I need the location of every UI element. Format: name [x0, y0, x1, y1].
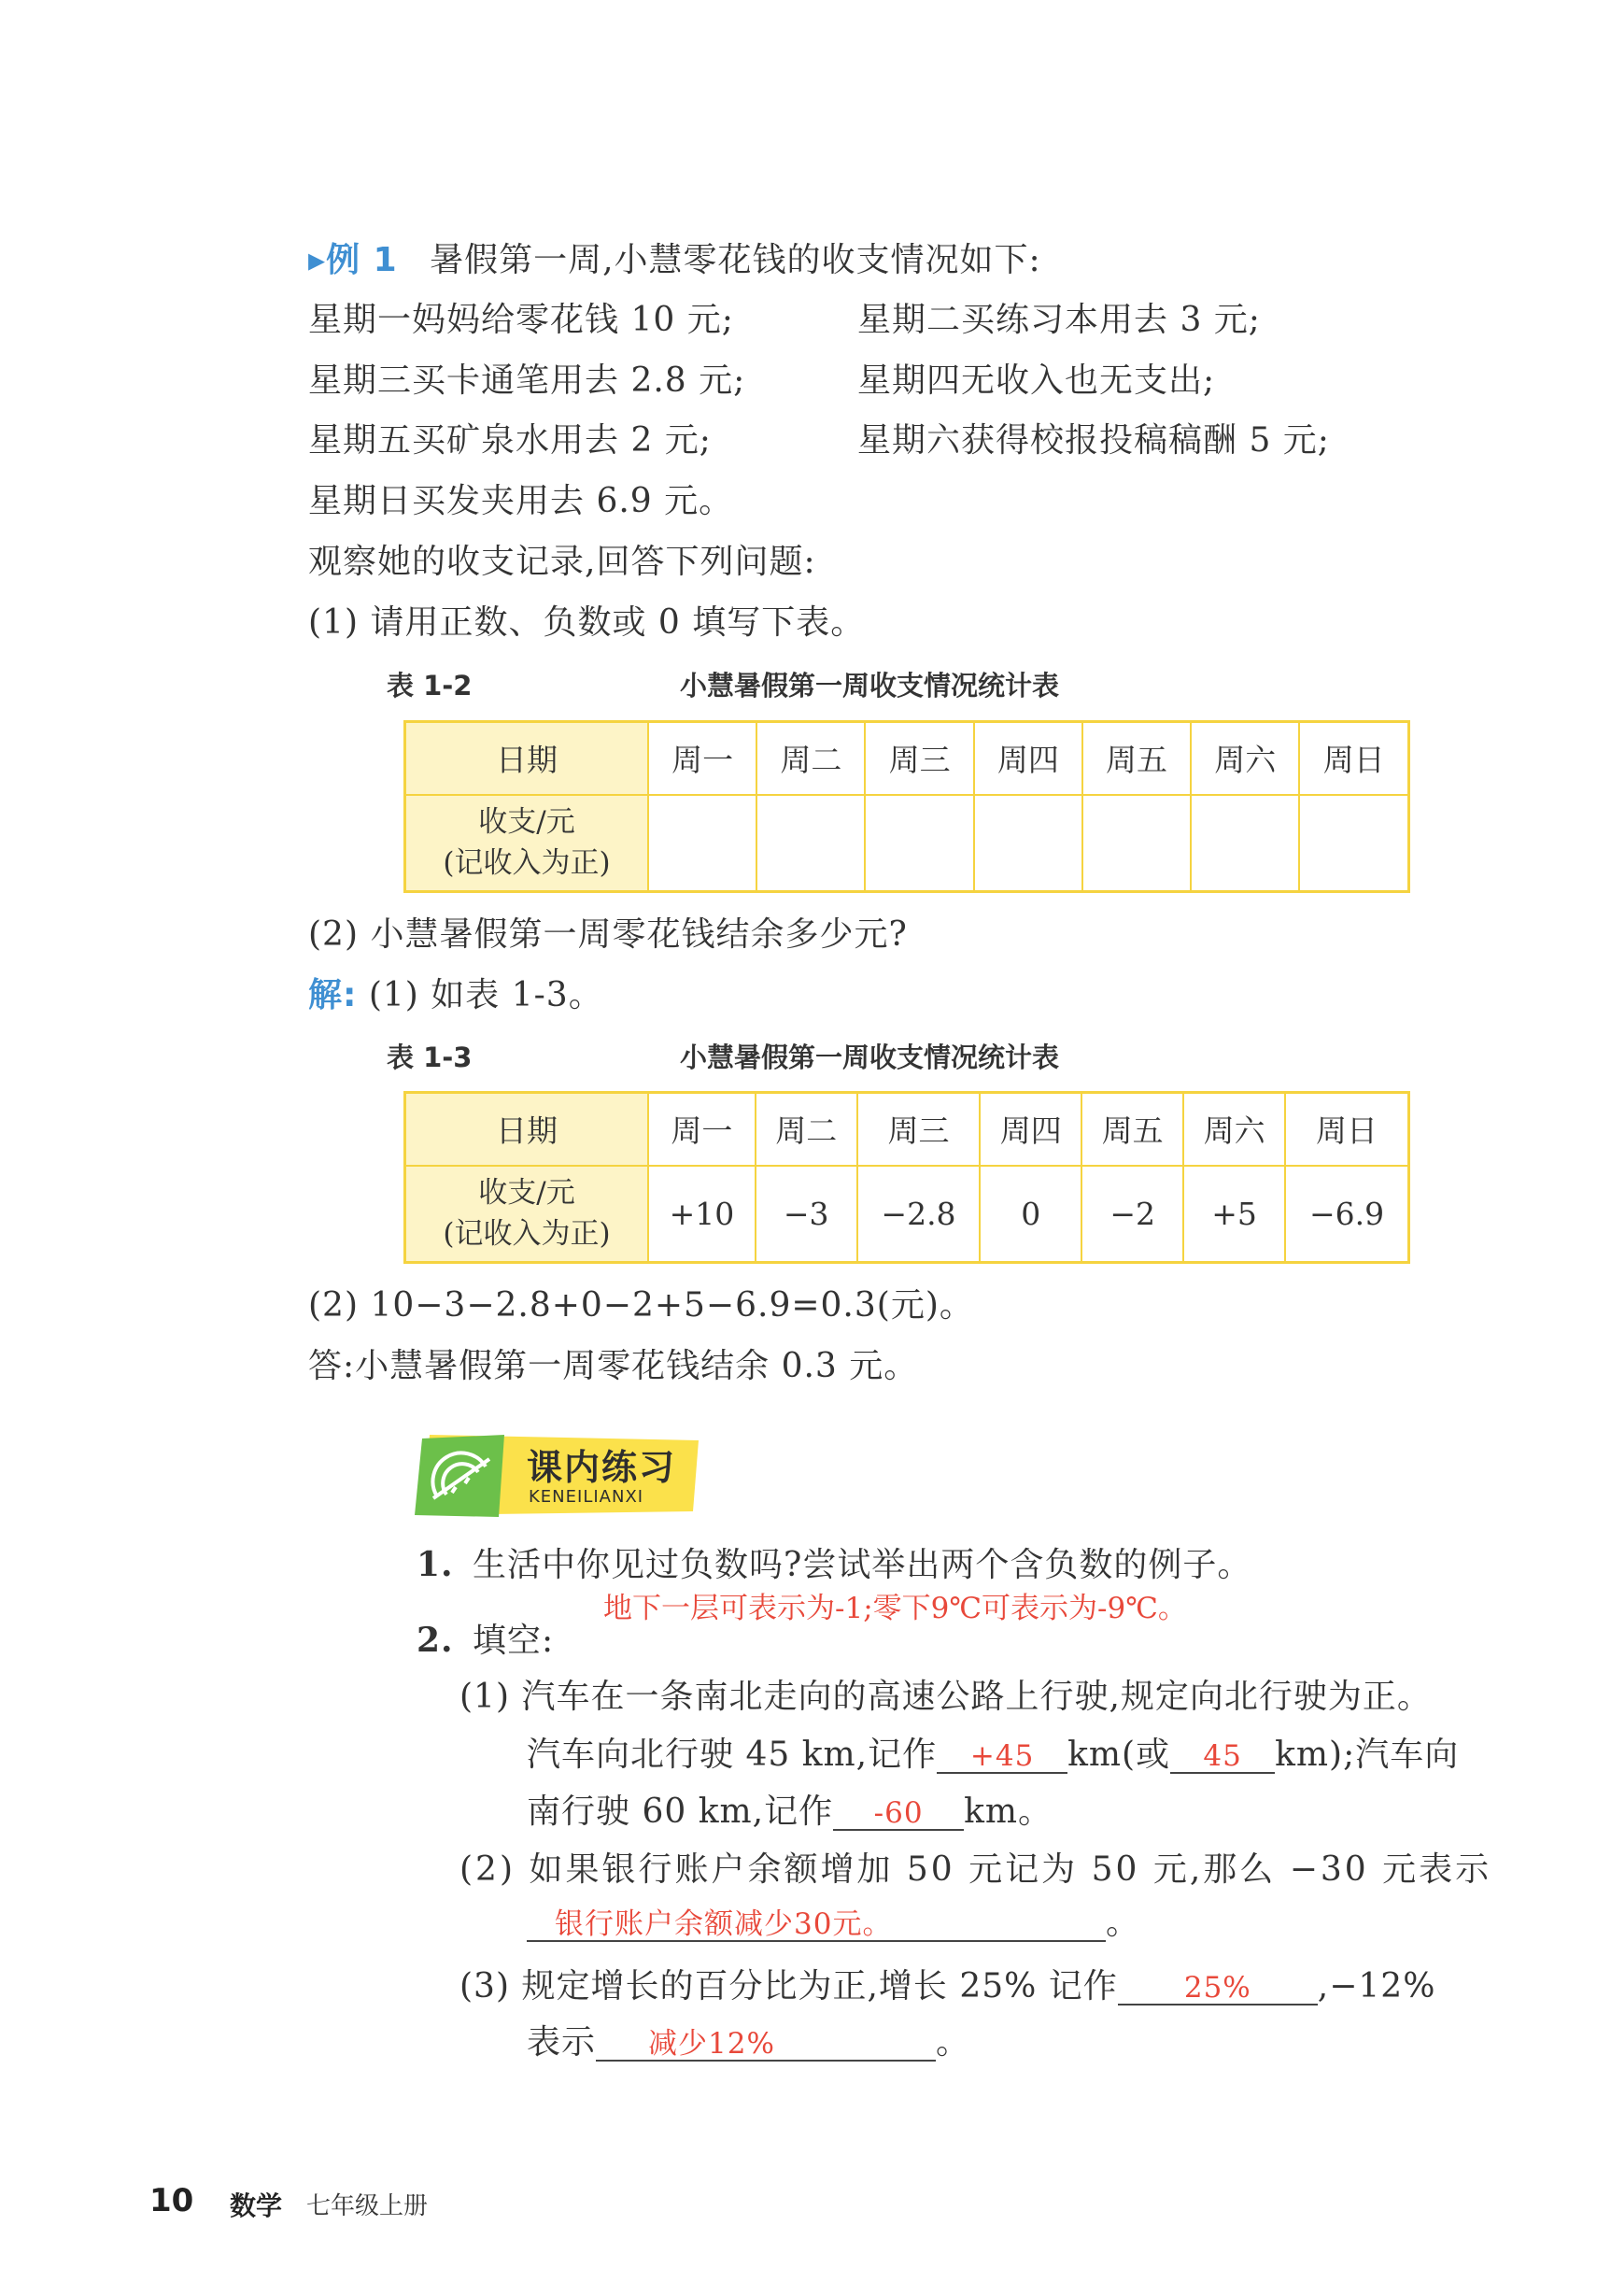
- table2-header-cell: 周六: [1183, 1093, 1285, 1166]
- table2-header-cell: 周日: [1285, 1093, 1408, 1166]
- table1-row-label-line1: 收支/元: [478, 805, 575, 840]
- table2-header-cell: 周四: [980, 1093, 1081, 1166]
- table1-value-cell: [1299, 795, 1408, 892]
- footer-subject: 数学: [230, 2190, 283, 2221]
- practice-title: 课内练习: [527, 1447, 677, 1488]
- table2-row-label-line1: 收支/元: [478, 1176, 575, 1211]
- fill-blank-alt-45: 45: [1170, 1740, 1275, 1774]
- practice-2-3-line2: [527, 2021, 970, 2064]
- practice-2-1-text-a: 汽车向北行驶 45 km,记作: [527, 1736, 938, 1774]
- table1-value-cell: [1191, 795, 1299, 892]
- table2-header-cell: 周三: [857, 1093, 981, 1166]
- record-tue: 星期二买练习本用去 3 元;: [857, 301, 1261, 339]
- table2-value-tue: −3: [756, 1166, 857, 1263]
- table2-header-cell: 周一: [648, 1093, 756, 1166]
- practice-2-number: 2.: [417, 1621, 454, 1660]
- practice-2-2-line2: [527, 1902, 1140, 1945]
- table2-value-fri: −2: [1081, 1166, 1183, 1263]
- table2-row-label: [405, 1166, 649, 1263]
- practice-2-3-text-b: ,−12%: [1317, 1967, 1436, 2005]
- record-wed: 星期三买卡通笔用去 2.8 元;: [308, 361, 746, 400]
- table1-header-date: 日期: [405, 722, 649, 795]
- question-2: (2) 小慧暑假第一周零花钱结余多少元?: [308, 915, 908, 954]
- record-fri: 星期五买矿泉水用去 2 元;: [308, 421, 712, 460]
- table1-row-label: [405, 795, 649, 892]
- table1-number: 表 1-2: [387, 670, 473, 702]
- practice-1-text: 生活中你见过负数吗?尝试举出两个含负数的例子。: [473, 1546, 1252, 1584]
- practice-2-3-text-a: (3) 规定增长的百分比为正,增长 25% 记作: [459, 1967, 1118, 2005]
- table2-value-wed: −2.8: [857, 1166, 981, 1263]
- practice-2-1-line2: [527, 1734, 1459, 1777]
- protractor-icon: [424, 1439, 499, 1513]
- table1-header-cell: 周四: [974, 722, 1082, 795]
- practice-2-2-end: 。: [1106, 1904, 1141, 1942]
- practice-2-3-end: 。: [936, 2023, 971, 2062]
- table2-header-cell: 周五: [1081, 1093, 1183, 1166]
- table-1-3: [403, 1091, 1410, 1264]
- table1-header-cell: 周六: [1191, 722, 1299, 795]
- table2-value-sun: −6.9: [1285, 1166, 1408, 1263]
- answer-text: 答:小慧暑假第一周零花钱结余 0.3 元。: [308, 1347, 919, 1385]
- practice-badge: [413, 1431, 700, 1521]
- table2-value-mon: +10: [648, 1166, 756, 1263]
- table1-value-cell: [648, 795, 756, 892]
- table2-header-date: 日期: [405, 1093, 649, 1166]
- example-heading: [308, 239, 1041, 282]
- practice-2-1-text-c: km);汽车向: [1275, 1736, 1460, 1774]
- fill-blank-bank-balance: 银行账户余额减少30元。: [527, 1908, 1106, 1942]
- record-thu: 星期四无收入也无支出;: [857, 361, 1216, 400]
- footer-book: 七年级上册: [306, 2192, 429, 2220]
- practice-1-number: 1.: [417, 1545, 454, 1584]
- table2-row-label-line2: (记收入为正): [443, 1217, 611, 1252]
- fill-blank-growth-25: 25%: [1118, 1972, 1318, 2005]
- practice-2-text: 填空:: [473, 1622, 555, 1660]
- table1-header-cell: 周五: [1082, 722, 1191, 795]
- practice-2-3-line1: [459, 1965, 1435, 2008]
- fill-blank-south-60: -60: [833, 1797, 964, 1831]
- example-intro: 暑假第一周,小慧零花钱的收支情况如下:: [430, 241, 1041, 279]
- table2-value-thu: 0: [980, 1166, 1081, 1263]
- question-1: (1) 请用正数、负数或 0 填写下表。: [308, 603, 866, 642]
- table2-number: 表 1-3: [387, 1042, 473, 1073]
- practice-1-answer: 地下一层可表示为-1;零下9℃可表示为-9℃。: [603, 1592, 1187, 1625]
- record-sat: 星期六获得校报投稿稿酬 5 元;: [857, 421, 1330, 460]
- table1-header-cell: 周一: [648, 722, 756, 795]
- practice-2-1-line3: [527, 1791, 1053, 1834]
- practice-1: [417, 1543, 1251, 1587]
- table2-title: 小慧暑假第一周收支情况统计表: [680, 1042, 1060, 1073]
- record-sun: 星期日买发夹用去 6.9 元。: [308, 482, 734, 520]
- table1-header-cell: 周二: [756, 722, 865, 795]
- table1-row-label-line2: (记收入为正): [443, 846, 611, 881]
- record-mon: 星期一妈妈给零花钱 10 元;: [308, 301, 734, 339]
- fill-blank-decrease-12: 减少12%: [596, 2028, 936, 2062]
- practice-2-3-text-c: 表示: [527, 2023, 597, 2062]
- table1-value-cell: [756, 795, 865, 892]
- page-number: 10: [149, 2182, 194, 2219]
- practice-2-1-text-e: km。: [964, 1793, 1053, 1831]
- table1-header-cell: 周三: [865, 722, 973, 795]
- table1-value-cell: [1082, 795, 1191, 892]
- fill-blank-north-45: +45: [937, 1740, 1067, 1774]
- table-1-2: [403, 720, 1410, 893]
- practice-2-1-text-b: km(或: [1067, 1736, 1171, 1774]
- table1-title: 小慧暑假第一周收支情况统计表: [680, 670, 1060, 702]
- table2-header-cell: 周二: [756, 1093, 857, 1166]
- solution-line-1: [308, 974, 603, 1017]
- practice-subtitle: KENEILIANXI: [529, 1487, 644, 1507]
- solution-label: 解:: [308, 976, 358, 1014]
- observe-text: 观察她的收支记录,回答下列问题:: [308, 543, 816, 581]
- table1-value-cell: [974, 795, 1082, 892]
- solution-1: (1) 如表 1-3。: [368, 976, 603, 1014]
- table2-value-sat: +5: [1183, 1166, 1285, 1263]
- table1-header-cell: 周日: [1299, 722, 1408, 795]
- example-label: ▸例 1: [308, 241, 398, 279]
- practice-2-2-line1: (2) 如果银行账户余额增加 50 元记为 50 元,那么 −30 元表示: [459, 1850, 1492, 1889]
- practice-2-1-text-d: 南行驶 60 km,记作: [527, 1793, 834, 1831]
- table1-value-cell: [865, 795, 973, 892]
- practice-2: [417, 1619, 554, 1663]
- solution-2: (2) 10−3−2.8+0−2+5−6.9=0.3(元)。: [308, 1286, 974, 1325]
- practice-2-1-line1: (1) 汽车在一条南北走向的高速公路上行驶,规定向北行驶为正。: [459, 1678, 1432, 1716]
